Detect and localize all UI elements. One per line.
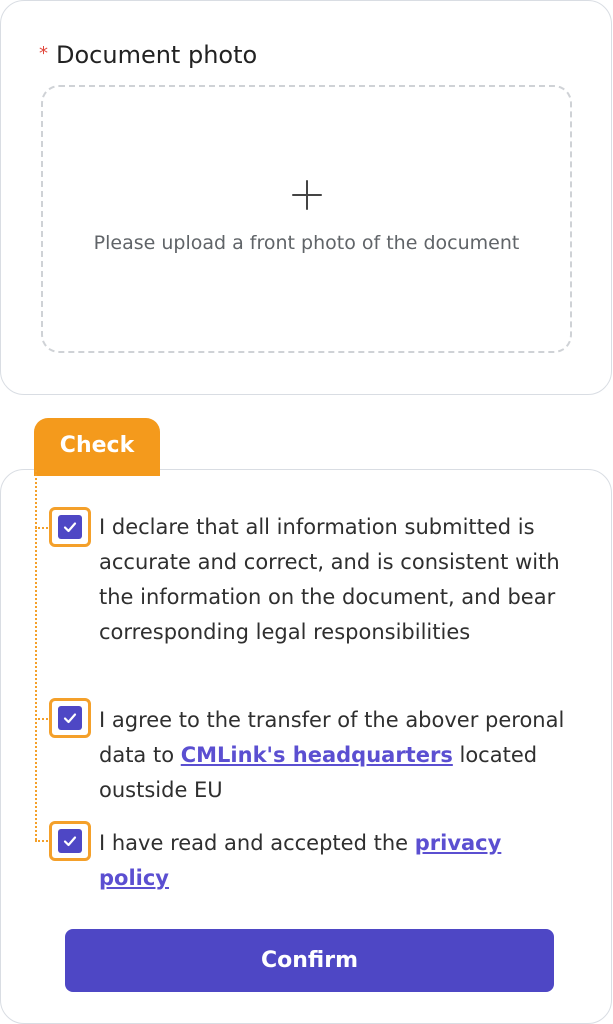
check-tab: Check: [34, 418, 160, 476]
data-transfer-text: [99, 703, 569, 808]
privacy-policy-link[interactable]: privacy policy: [99, 831, 502, 890]
plus-icon: [292, 180, 322, 210]
confirm-button[interactable]: Confirm: [65, 929, 554, 992]
data-transfer-text-before: I agree to the transfer of the abover peronal data to: [99, 708, 565, 767]
checkmark-icon: [63, 711, 77, 725]
check-connector-line: [35, 470, 37, 840]
document-photo-upload-area[interactable]: [41, 85, 572, 353]
checkbox-checked: [58, 515, 82, 539]
checkmark-icon: [63, 834, 77, 848]
document-photo-label: [39, 39, 257, 70]
document-photo-label-text: Document photo: [56, 41, 258, 69]
declaration-text: I declare that all information submitted is accurate and correct, and is consistent with the information on the document, and bear corresponding legal responsibilities: [99, 515, 560, 644]
privacy-policy-text: [99, 826, 569, 896]
declaration-checkbox[interactable]: [49, 507, 91, 547]
checkmark-icon: [63, 520, 77, 534]
document-photo-card: [0, 0, 612, 395]
data-transfer-checkbox[interactable]: [49, 698, 91, 738]
checkbox-checked: [58, 829, 82, 853]
headquarters-link[interactable]: CMLink's headquarters: [180, 743, 453, 767]
data-transfer-text-after: located oustside EU: [99, 743, 538, 802]
required-mark: *: [39, 43, 48, 64]
upload-hint: Please upload a front photo of the document: [93, 232, 520, 254]
privacy-policy-checkbox[interactable]: [49, 821, 91, 861]
checkbox-checked: [58, 706, 82, 730]
privacy-text-before: I have read and accepted the: [99, 831, 415, 855]
